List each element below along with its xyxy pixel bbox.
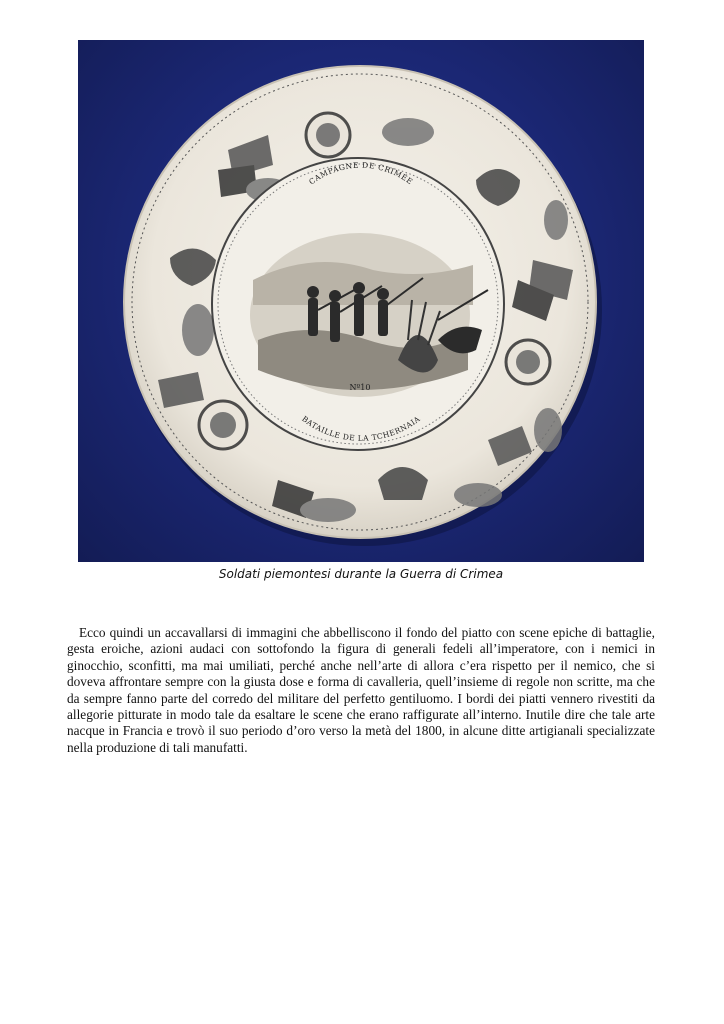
- figure-caption: Soldati piemontesi durante la Guerra di Crimea: [218, 567, 504, 581]
- plate-illustration: [78, 40, 644, 562]
- plate-bottom-inscription-path: BATAILLE DE LA TCHERNAIA: [300, 414, 422, 443]
- plate-number: Nº10: [349, 383, 371, 392]
- medallion-left: [199, 401, 247, 449]
- medallion-right: [506, 340, 550, 384]
- medallion-top: [306, 113, 350, 157]
- plate-photo: [78, 40, 644, 562]
- body-paragraph: Ecco quindi un accavallarsi di immagini che abbelliscono il fondo del piatto con scene epiche di battaglie, gesta eroiche, azioni audaci con sottofondo la figura di generali fedeli all’imperatore, con i nemici in ginocchio, sconfitti, ma mai umiliati, perché anche nell’arte di allora c’era rispetto per il nemico, che si doveva affrontare sempre con la giusta dose e forma di cavalleria, quell’insieme di regole non scritte, ma che da sempre fanno parte del corredo del militare del perfetto gentiluomo. I bordi dei piatti vennero rivestiti da allegorie pitturate in modo tale da esaltare le scene che erano raffigurate all’interno. Inutile dire che tale arte nacque in Francia e trovò il suo periodo d’oro verso la metà del 1800, in alcune ditte artigianali specializzate nella produzione di tali manufatti.: [67, 625, 655, 755]
- plate-top-inscription: CAMPAGNE DE CRIMÉE: [307, 160, 415, 187]
